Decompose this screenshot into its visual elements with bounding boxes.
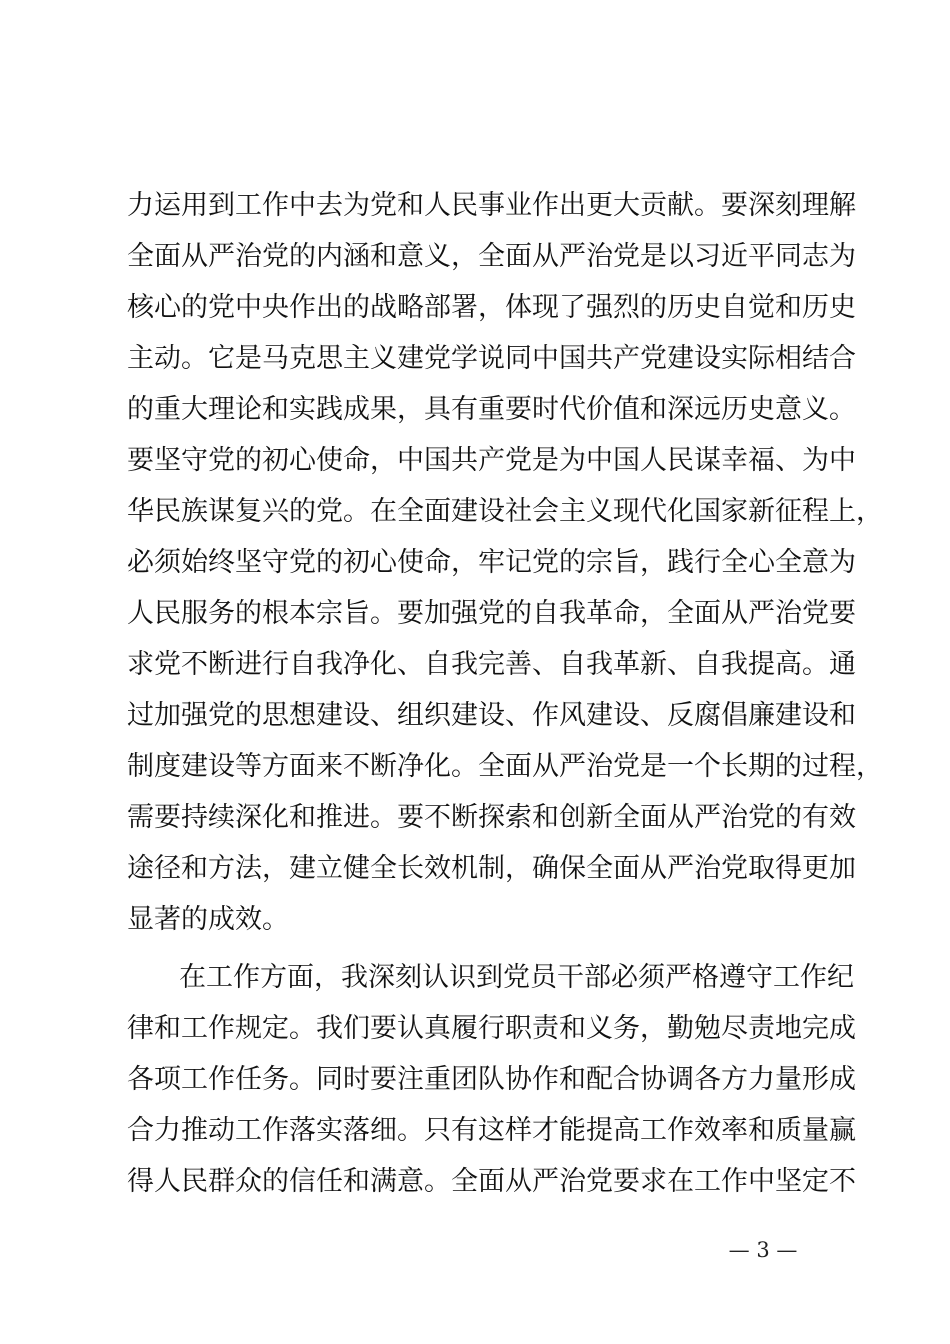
text-line: 律和工作规定。我们要认真履行职责和义务，勤勉尽责地完成 [127,1013,856,1044]
text-line: 求党不断进行自我净化、自我完善、自我革新、自我提高。通 [127,649,856,680]
text-line: 途径和方法，建立健全长效机制，确保全面从严治党取得更加 [127,853,856,884]
text-line: 需要持续深化和推进。要不断探索和创新全面从严治党的有效 [127,802,856,833]
text-line: 得人民群众的信任和满意。全面从严治党要求在工作中坚定不 [127,1166,856,1197]
paragraph-gap [127,945,847,952]
text-line: 合力推动工作落实落细。只有这样才能提高工作效率和质量赢 [127,1115,856,1146]
text-line: 人民服务的根本宗旨。要加强党的自我革命，全面从严治党要 [127,598,856,629]
body-text [127,180,883,1207]
text-line: 力运用到工作中去为党和人民事业作出更大贡献。要深刻理解 [127,190,856,221]
text-line: 全面从严治党的内涵和意义，全面从严治党是以习近平同志为 [127,241,856,272]
text-line: 各项工作任务。同时要注重团队协作和配合协调各方力量形成 [127,1064,856,1095]
text-line: 制度建设等方面来不断净化。全面从严治党是一个长期的过程， [127,751,883,782]
text-line: 必须始终坚守党的初心使命，牢记党的宗旨，践行全心全意为 [127,547,856,578]
text-line: 的重大理论和实践成果，具有重要时代价值和深远历史意义。 [127,394,856,425]
text-line: 核心的党中央作出的战略部署，体现了强烈的历史自觉和历史 [127,292,856,323]
text-line-indented: 在工作方面，我深刻认识到党员干部必须严格遵守工作纪 [179,962,854,993]
text-line: 主动。它是马克思主义建党学说同中国共产党建设实际相结合 [127,343,856,374]
text-line: 要坚守党的初心使命，中国共产党是为中国人民谋幸福、为中 [127,445,856,476]
text-line: 显著的成效。 [127,904,289,935]
text-line: 华民族谋复兴的党。在全面建设社会主义现代化国家新征程上， [127,496,883,527]
page-number: — 3 — [728,1238,798,1262]
text-line: 过加强党的思想建设、组织建设、作风建设、反腐倡廉建设和 [127,700,856,731]
